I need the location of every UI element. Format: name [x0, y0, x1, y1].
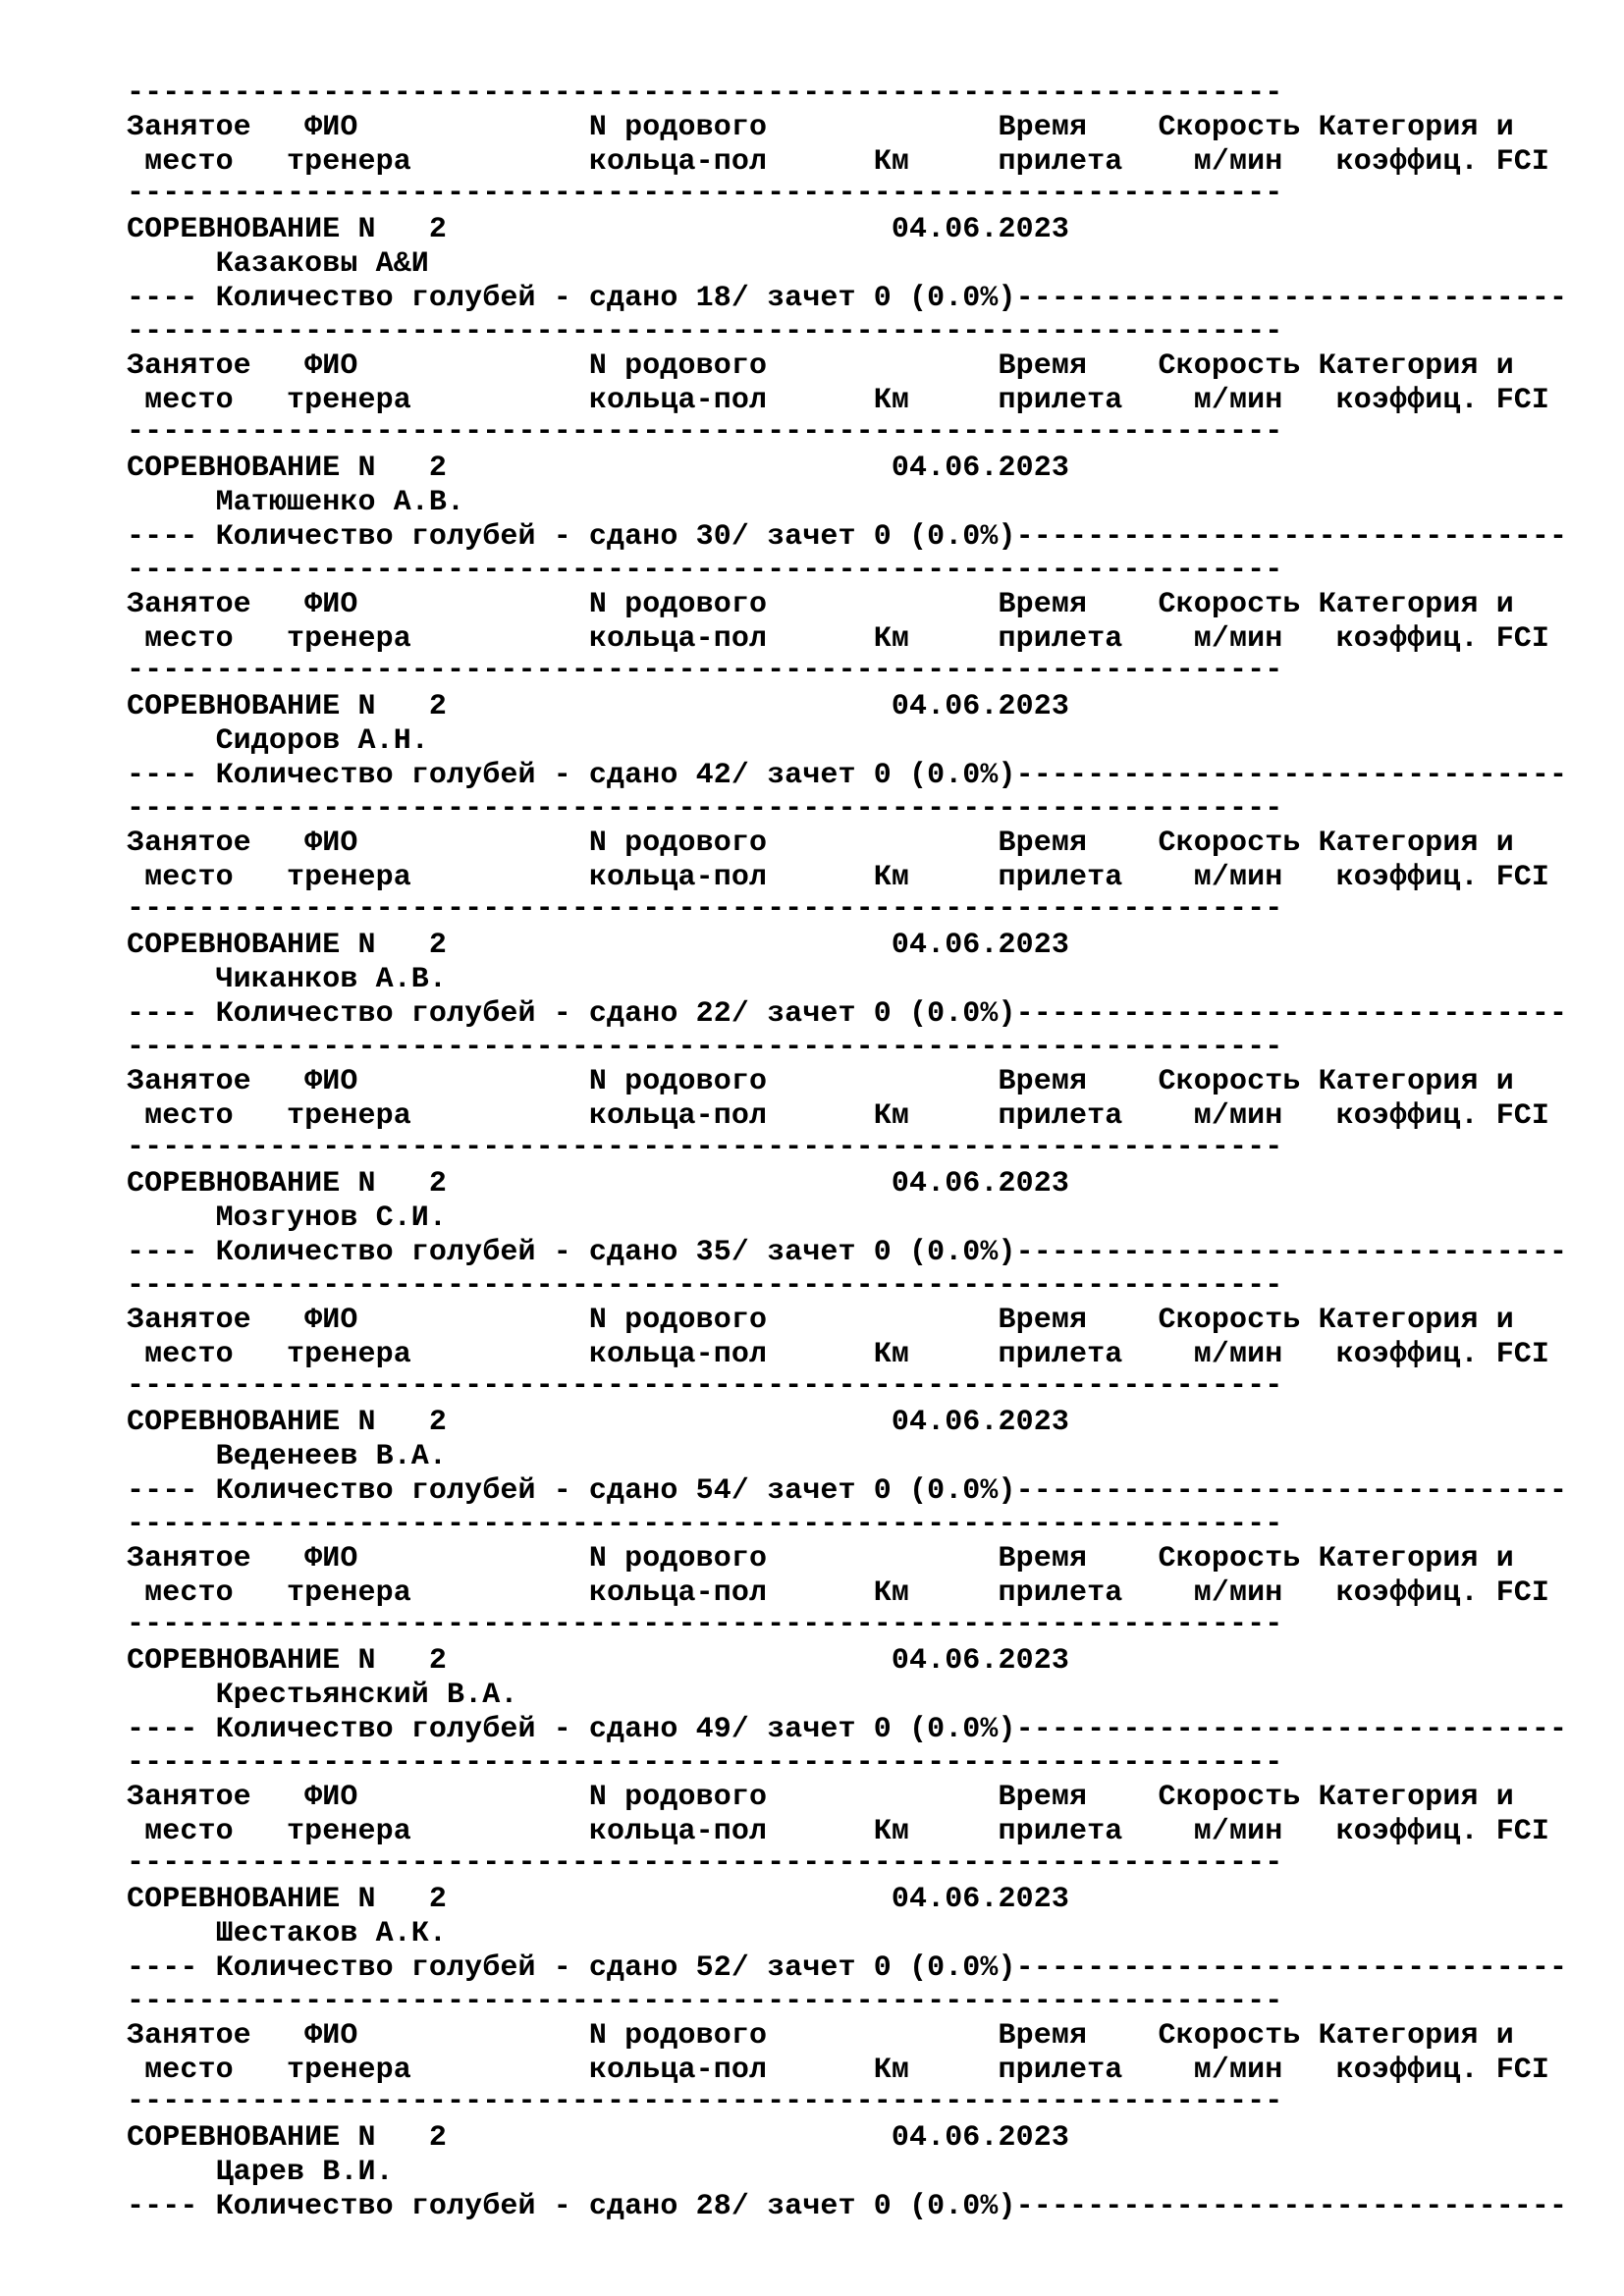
competition-section — [0, 1670, 1624, 1985]
competition-section — [0, 477, 1624, 792]
column-headers-row2: место тренера кольца-пол Км прилета м/мин коэффиц. FCI — [127, 1576, 1550, 1610]
pigeon-count-summary: ---- Количество голубей - сдано 54/ зачет 0 (0.0%)------------------------------- — [127, 1474, 1568, 1508]
competition-section — [0, 1193, 1624, 1508]
header-rule-bottom: ----------------------------------------------------------------- — [127, 1846, 1283, 1880]
competition-title: СОРЕВНОВАНИЕ N 2 04.06.2023 — [127, 1406, 1069, 1439]
competition-section — [0, 239, 1624, 554]
trainer-name: Мозгунов С.И. — [127, 1201, 448, 1235]
column-headers-row2: место тренера кольца-пол Км прилета м/мин коэффиц. FCI — [127, 1815, 1550, 1848]
trainer-name: Веденеев В.А. — [127, 1440, 448, 1473]
column-headers-row1: Занятое ФИО N родового Время Скорость Категория и — [127, 349, 1514, 383]
column-headers-row1: Занятое ФИО N родового Время Скорость Категория и — [127, 827, 1514, 860]
pigeon-count-summary: ---- Количество голубей - сдано 42/ зачет 0 (0.0%)------------------------------- — [127, 759, 1568, 792]
header-rule-bottom: ----------------------------------------------------------------- — [127, 1608, 1283, 1641]
column-headers-row1: Занятое ФИО N родового Время Скорость Категория и — [127, 1781, 1514, 1814]
header-rule-bottom: ----------------------------------------------------------------- — [127, 415, 1283, 449]
competition-title: СОРЕВНОВАНИЕ N 2 04.06.2023 — [127, 1883, 1069, 1916]
competition-title: СОРЕВНОВАНИЕ N 2 04.06.2023 — [127, 929, 1069, 962]
header-rule-top: ----------------------------------------------------------------- — [127, 554, 1283, 587]
competition-title: СОРЕВНОВАНИЕ N 2 04.06.2023 — [127, 213, 1069, 246]
trainer-name: Сидоров А.Н. — [127, 724, 429, 758]
competition-title: СОРЕВНОВАНИЕ N 2 04.06.2023 — [127, 1167, 1069, 1201]
header-rule-top: ----------------------------------------------------------------- — [127, 315, 1283, 348]
header-rule-bottom: ----------------------------------------------------------------- — [127, 892, 1283, 926]
column-headers-row2: место тренера кольца-пол Км прилета м/мин коэффиц. FCI — [127, 1338, 1550, 1371]
header-rule-bottom: ----------------------------------------------------------------- — [127, 177, 1283, 210]
trainer-name: Царев В.И. — [127, 2156, 394, 2189]
header-rule-top: ----------------------------------------------------------------- — [127, 1746, 1283, 1780]
column-headers-row2: место тренера кольца-пол Км прилета м/мин коэффиц. FCI — [127, 145, 1550, 179]
trainer-name: Чиканков А.В. — [127, 963, 448, 996]
trainer-name: Казаковы A&И — [127, 247, 429, 281]
trainer-name: Шестаков А.К. — [127, 1917, 448, 1950]
pigeon-count-summary: ---- Количество голубей - сдано 30/ зачет 0 (0.0%)------------------------------- — [127, 520, 1568, 554]
column-headers-row2: место тренера кольца-пол Км прилета м/мин коэффиц. FCI — [127, 2054, 1550, 2087]
column-headers-row2: место тренера кольца-пол Км прилета м/мин коэффиц. FCI — [127, 384, 1550, 417]
trainer-name: Крестьянский В.А. — [127, 1679, 518, 1712]
competition-section — [0, 716, 1624, 1031]
header-rule-bottom: ----------------------------------------------------------------- — [127, 2085, 1283, 2118]
pigeon-count-summary: ---- Количество голубей - сдано 35/ зачет 0 (0.0%)------------------------------- — [127, 1236, 1568, 1269]
trainer-name: Матюшенко А.В. — [127, 486, 465, 519]
header-rule-top: ----------------------------------------------------------------- — [127, 1508, 1283, 1541]
competition-section — [0, 0, 1624, 315]
column-headers-row1: Занятое ФИО N родового Время Скорость Категория и — [127, 2019, 1514, 2053]
pigeon-count-summary: ---- Количество голубей - сдано 49/ зачет 0 (0.0%)------------------------------- — [127, 1713, 1568, 1746]
column-headers-row2: место тренера кольца-пол Км прилета м/мин коэффиц. FCI — [127, 622, 1550, 656]
competition-title: СОРЕВНОВАНИЕ N 2 04.06.2023 — [127, 452, 1069, 485]
competition-title: СОРЕВНОВАНИЕ N 2 04.06.2023 — [127, 690, 1069, 723]
header-rule-top: ----------------------------------------------------------------- — [127, 792, 1283, 826]
pigeon-count-summary: ---- Количество голубей - сдано 22/ зачет 0 (0.0%)------------------------------- — [127, 997, 1568, 1031]
header-rule-top: ----------------------------------------------------------------- — [127, 1985, 1283, 2018]
pigeon-count-summary: ---- Количество голубей - сдано 18/ зачет 0 (0.0%)------------------------------- — [127, 282, 1568, 315]
column-headers-row1: Занятое ФИО N родового Время Скорость Категория и — [127, 111, 1514, 144]
competition-section — [0, 954, 1624, 1269]
competition-section — [0, 1431, 1624, 1746]
column-headers-row2: место тренера кольца-пол Км прилета м/мин коэффиц. FCI — [127, 861, 1550, 894]
column-headers-row1: Занятое ФИО N родового Время Скорость Категория и — [127, 1542, 1514, 1575]
header-rule-bottom: ----------------------------------------------------------------- — [127, 654, 1283, 687]
header-rule-bottom: ----------------------------------------------------------------- — [127, 1369, 1283, 1403]
header-rule-top: ----------------------------------------------------------------- — [127, 1269, 1283, 1303]
competition-title: СОРЕВНОВАНИЕ N 2 04.06.2023 — [127, 1644, 1069, 1678]
pigeon-count-summary: ---- Количество голубей - сдано 28/ зачет 0 (0.0%)------------------------------- — [127, 2190, 1568, 2223]
header-rule-top: ----------------------------------------------------------------- — [127, 77, 1283, 110]
column-headers-row2: место тренера кольца-пол Км прилета м/мин коэффиц. FCI — [127, 1099, 1550, 1133]
column-headers-row1: Занятое ФИО N родового Время Скорость Категория и — [127, 1304, 1514, 1337]
header-rule-top: ----------------------------------------------------------------- — [127, 1031, 1283, 1064]
column-headers-row1: Занятое ФИО N родового Время Скорость Категория и — [127, 1065, 1514, 1098]
competition-section — [0, 1908, 1624, 2223]
pigeon-count-summary: ---- Количество голубей - сдано 52/ зачет 0 (0.0%)------------------------------- — [127, 1951, 1568, 1985]
header-rule-bottom: ----------------------------------------------------------------- — [127, 1131, 1283, 1164]
column-headers-row1: Занятое ФИО N родового Время Скорость Категория и — [127, 588, 1514, 621]
competition-title: СОРЕВНОВАНИЕ N 2 04.06.2023 — [127, 2121, 1069, 2155]
